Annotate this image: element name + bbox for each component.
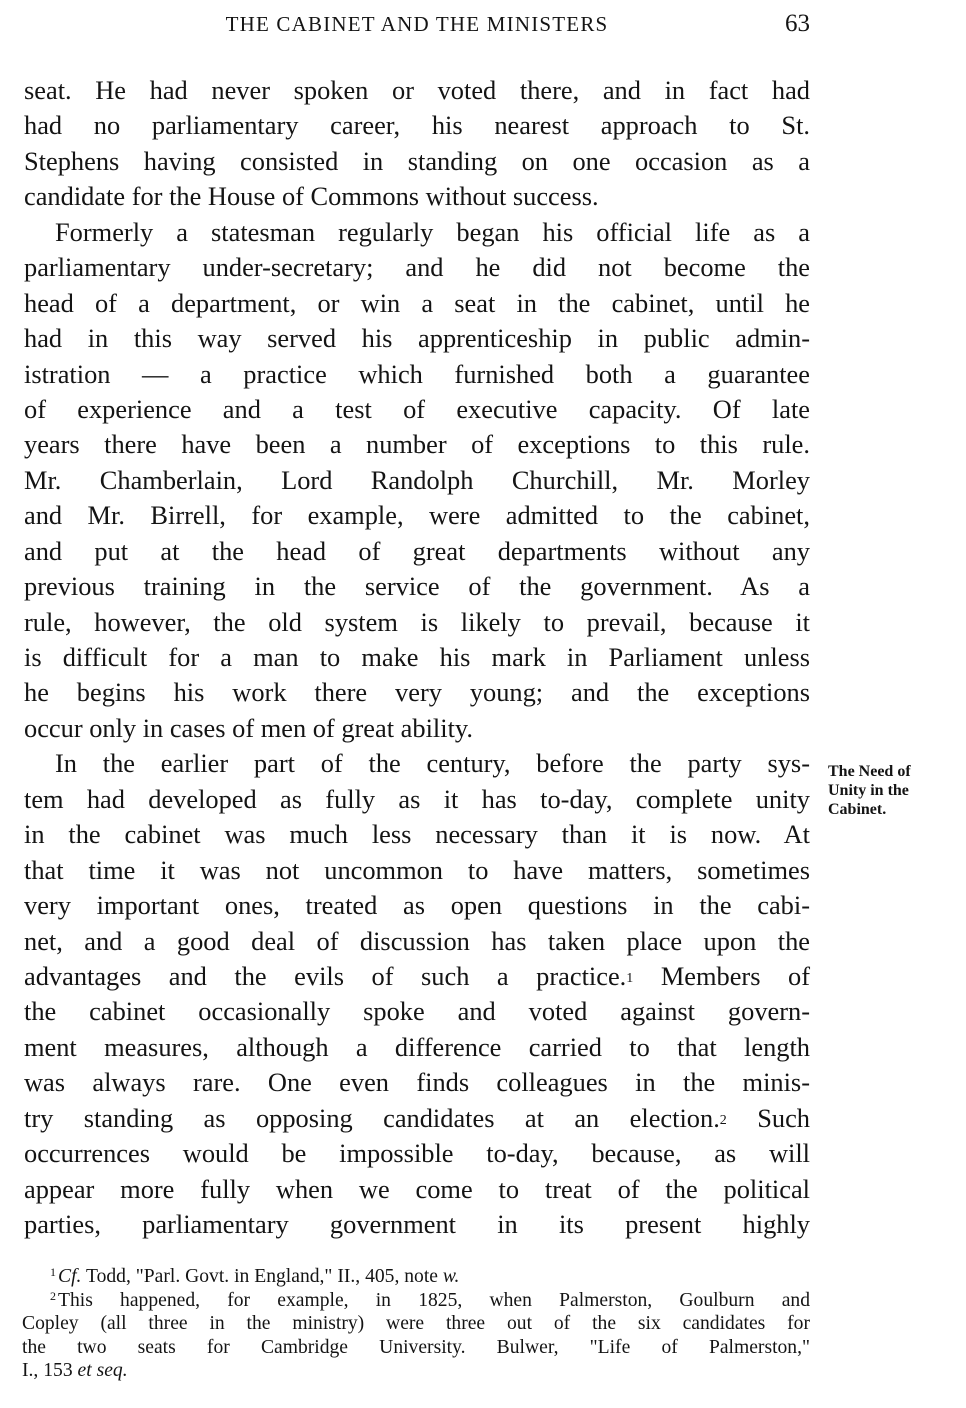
text-line: had in this way served his apprenticeship in public admin- [24,323,810,354]
text-line: Formerly a statesman regularly began his official life as a [55,216,810,247]
text-line [24,1101,810,1136]
text-line: was always rare. One even finds colleagues in the minis- [24,1067,810,1098]
footnote-line: the two seats for Cambridge University. Bulwer, "Life of Palmerston," [22,1336,810,1358]
sidenote-line: The Need of [828,763,911,780]
text-line: previous training in the service of the government. As a [24,571,810,602]
footnote-2 [22,1289,810,1313]
footnotes [22,1265,810,1383]
text-line: and put at the head of great departments without any [24,535,810,566]
running-head [20,9,814,39]
text-line: head of a department, or win a seat in the cabinet, until he [24,287,810,318]
footnote-ref-1: 1 [626,970,634,986]
running-title: THE CABINET AND THE MINISTERS [225,12,609,36]
text-line: very important ones, treated as open questions in the cabi- [24,890,810,921]
text-fragment: Members of [660,960,810,991]
text-line: the cabinet occasionally spoke and voted against govern- [24,996,810,1027]
footnote-1 [22,1265,810,1289]
footnote-marker: 1 [50,1265,56,1279]
footnote-line: Copley (all three in the ministry) were three out of the six candidates for [22,1313,810,1335]
text-line: and Mr. Birrell, for example, were admitted to the cabinet, [24,500,810,531]
text-line: seat. He had never spoken or voted there, and in fact had [24,75,810,105]
text-line: is difficult for a man to make his mark in Parliament unless [24,642,810,672]
footnote-text: I., 153 [22,1360,73,1382]
text-line [24,959,810,994]
text-line: ment measures, although a difference carried to that length [24,1031,810,1062]
sidenote-line: Unity in the [828,782,909,799]
footnote-text: Todd, "Parl. Govt. in England," II., 405, note [85,1266,438,1287]
footnote-cf: Cf. [58,1266,82,1287]
text-line: he begins his work there very young; and the exceptions [24,677,810,708]
text-line: years there have been a number of exceptions to this rule. [24,429,810,460]
text-line: of experience and a test of executive capacity. Of late [24,393,810,424]
text-line: occurrences would be impossible to-day, because, as will [24,1138,810,1169]
footnote-et-seq: et seq. [77,1360,128,1382]
footnote-line [22,1359,810,1383]
body-text [24,73,810,1242]
page-number: 63 [785,10,810,37]
text-line: istration — a practice which furnished both a guarantee [24,358,810,389]
text-line: that time it was not uncommon to have matters, sometimes [24,854,810,885]
text-line: Mr. Chamberlain, Lord Randolph Churchill, Mr. Morley [24,464,810,495]
text-fragment: try standing as opposing candidates at an election. [24,1102,720,1133]
text-fragment: Such [757,1102,810,1133]
footnote-ref-2: 2 [719,1112,727,1128]
text-line: had no parliamentary career, his nearest approach to St. [24,110,810,141]
text-fragment: advantages and the evils of such a practice. [24,960,627,991]
text-line: in the cabinet was much less necessary than it is now. At [24,819,810,850]
text-line: appear more fully when we come to treat of the political [24,1173,810,1204]
text-line: candidate for the House of Commons without success. [24,181,599,212]
sidenote-line: Cabinet. [828,801,887,818]
text-line: net, and a good deal of discussion has taken place upon the [24,925,810,956]
footnote-marker: 2 [50,1288,56,1303]
text-line: tem had developed as fully as it has to-day, complete unity [24,783,810,814]
text-line: parliamentary under-secretary; and he did not become the [24,252,810,283]
text-line: parties, parliamentary government in its present highly [24,1209,810,1239]
margin-sidenote [828,762,958,819]
text-line: In the earlier part of the century, before the party sys- [55,748,810,779]
footnote-text: This happened, for example, in 1825, when Palmerston, Goulburn and [58,1289,810,1311]
footnote-note-letter: w. [442,1266,460,1287]
text-line: occur only in cases of men of great ability. [24,712,473,743]
text-line: Stephens having consisted in standing on one occasion as a [24,145,810,176]
text-line: rule, however, the old system is likely to prevail, because it [24,606,810,637]
